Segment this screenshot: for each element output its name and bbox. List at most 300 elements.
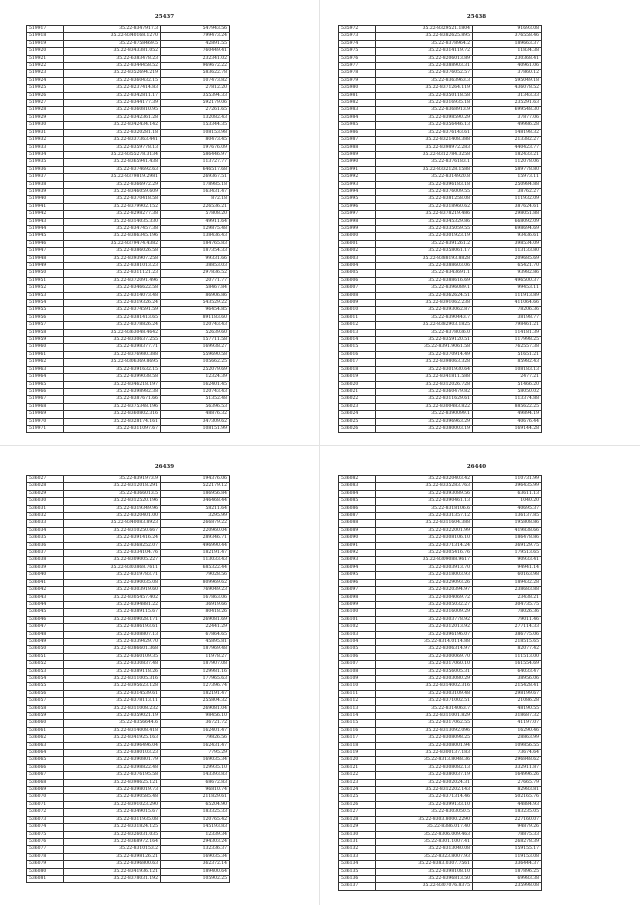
table-row [339, 203, 542, 210]
coordinate-cell: 35.22-8393089.56 [376, 490, 473, 497]
row-id-cell: 536118 [339, 742, 376, 749]
table-row [27, 698, 230, 705]
table-row [27, 579, 230, 586]
row-id-cell: 519942 [27, 211, 64, 218]
value-cell: 289346.71 [161, 535, 230, 542]
row-id-cell: 519968 [27, 403, 64, 410]
value-cell: 65421.70 [473, 263, 542, 270]
table-row [339, 388, 542, 395]
row-id-cell: 536058 [27, 705, 64, 712]
row-id-cell: 536089 [339, 527, 376, 534]
table-row [27, 122, 230, 129]
row-id-cell: 536008 [339, 292, 376, 299]
row-id-cell: 536086 [339, 505, 376, 512]
value-cell: 376558.46 [473, 33, 542, 40]
value-cell: 119153.08 [473, 853, 542, 860]
page-table [338, 25, 542, 433]
row-id-cell: 536010 [339, 307, 376, 314]
row-id-cell: 536002 [339, 248, 376, 255]
coordinate-cell: 35.22-8376195.58 [64, 772, 161, 779]
row-id-cell: 536030 [27, 498, 64, 505]
table-row [27, 490, 230, 497]
coordinate-cell: 35.22-8307076.8375 [376, 883, 473, 890]
row-id-cell: 536074 [27, 824, 64, 831]
row-id-cell: 536085 [339, 498, 376, 505]
table-row [27, 868, 230, 875]
value-cell: 48876.32 [161, 411, 230, 418]
table-row [339, 351, 542, 358]
coordinate-cell: 35.22-8393062.87 [376, 307, 473, 314]
coordinate-cell: 35.22-8390099.1 [376, 411, 473, 418]
row-id-cell: 536035 [27, 535, 64, 542]
coordinate-cell: 35.22-8378219.486 [376, 211, 473, 218]
table-row [339, 33, 542, 40]
coordinate-cell: 35.22-8321408.388 [376, 137, 473, 144]
row-id-cell: 536024 [339, 411, 376, 418]
table-row [27, 240, 230, 247]
coordinate-cell: 35.22-8398126.21 [64, 853, 161, 860]
coordinate-cell: 35.22-8379819.2981 [64, 174, 161, 181]
table-row [339, 181, 542, 188]
coordinate-cell: 35.22-8308106.10 [376, 535, 473, 542]
table-row [339, 277, 542, 284]
row-id-cell: 519953 [27, 292, 64, 299]
value-cell: 28863.99 [473, 735, 542, 742]
table-row [27, 838, 230, 845]
coordinate-cell: 35.22-8349015.67 [64, 809, 161, 816]
value-cell: 57808.20 [161, 211, 230, 218]
table-row [339, 403, 542, 410]
value-cell: 177965.63 [161, 675, 230, 682]
row-id-cell: 536012 [339, 322, 376, 329]
row-id-cell: 535994 [339, 188, 376, 195]
coordinate-cell: 35.22-8358061.17 [376, 248, 473, 255]
row-id-cell: 536016 [339, 351, 376, 358]
value-cell: 69983.38 [473, 875, 542, 882]
value-cell: 296848.62 [473, 757, 542, 764]
value-cell: 1040.20 [473, 498, 542, 505]
coordinate-cell: 35.22-8311629.61 [376, 396, 473, 403]
coordinate-cell: 35.22-8396089.1 [376, 285, 473, 292]
row-id-cell: 536098 [339, 594, 376, 601]
row-id-cell: 536068 [27, 779, 64, 786]
row-id-cell: 536091 [339, 542, 376, 549]
row-id-cell: 519944 [27, 225, 64, 232]
coordinate-cell: 35.22-8398822.48 [64, 764, 161, 771]
coordinate-cell: 35.22-8391973.9 [64, 476, 161, 483]
row-id-cell: 519967 [27, 396, 64, 403]
coordinate-cell: 35.22-8303919.60 [64, 587, 161, 594]
row-id-cell: 536066 [27, 764, 64, 771]
row-id-cell: 536005 [339, 270, 376, 277]
value-cell: 138436.43 [161, 233, 230, 240]
table-row [27, 735, 230, 742]
value-cell: 268278.39 [473, 838, 542, 845]
coordinate-cell: 35.22-8313.8048.36 [376, 757, 473, 764]
coordinate-cell: 35.22-8309088.9617 [376, 557, 473, 564]
row-id-cell: 519934 [27, 151, 64, 158]
coordinate-cell: 35.22-8399133.10 [376, 801, 473, 808]
value-cell: 304735.75 [473, 601, 542, 608]
row-id-cell: 536007 [339, 285, 376, 292]
coordinate-cell: 35.22-8300069.70 [376, 653, 473, 660]
table-row [339, 188, 542, 195]
table-row [339, 653, 542, 660]
row-id-cell: 536057 [27, 698, 64, 705]
coordinate-cell: 35.22-8378113.11 [64, 698, 161, 705]
row-id-cell: 536041 [27, 579, 64, 586]
value-cell: 969672.22 [161, 63, 230, 70]
value-cell: 583622.78 [161, 70, 230, 77]
value-cell: 294303.24 [161, 838, 230, 845]
table-row [339, 476, 542, 483]
row-id-cell: 536052 [27, 661, 64, 668]
value-cell: 82983.81 [473, 787, 542, 794]
coordinate-cell: 35.22-8310250.667 [64, 527, 161, 534]
row-id-cell: 536056 [27, 690, 64, 697]
value-cell: 80418.26 [161, 609, 230, 616]
value-cell: 182191.47 [161, 690, 230, 697]
row-id-cell: 536048 [27, 631, 64, 638]
coordinate-cell: 35.22-8386.017.40 [376, 824, 473, 831]
table-row [27, 624, 230, 631]
table-row [339, 742, 542, 749]
table-row [339, 166, 542, 173]
row-id-cell: 535976 [339, 55, 376, 62]
table-row [339, 26, 542, 33]
row-id-cell: 536087 [339, 513, 376, 520]
table-row [27, 772, 230, 779]
row-id-cell: 519959 [27, 337, 64, 344]
row-id-cell: 536135 [339, 868, 376, 875]
coordinate-cell: 35.22-8329093.26 [376, 579, 473, 586]
value-cell: 211829.61 [161, 794, 230, 801]
row-id-cell: 536106 [339, 653, 376, 660]
row-id-cell: 536079 [27, 861, 64, 868]
row-id-cell: 536014 [339, 337, 376, 344]
row-id-cell: 535981 [339, 92, 376, 99]
coordinate-cell: 35.22-8360109.35 [64, 653, 161, 660]
row-id-cell: 519964 [27, 374, 64, 381]
row-id-cell: 536100 [339, 609, 376, 616]
row-id-cell: 536028 [27, 483, 64, 490]
coordinate-cell: 35.22-8370418.58 [64, 196, 161, 203]
coordinate-cell: 35.22-8342434.142 [64, 122, 161, 129]
coordinate-cell: 35.22-8326031.035 [64, 831, 161, 838]
value-cell: 218515.65 [473, 638, 542, 645]
coordinate-cell: 35.22-8389118.26 [64, 668, 161, 675]
table-row [27, 144, 230, 151]
value-cell: 79011.46 [473, 616, 542, 623]
value-cell: 129935.10 [161, 764, 230, 771]
value-cell: 179513.65 [473, 550, 542, 557]
table-row [339, 720, 542, 727]
coordinate-cell: 35.22-8312018.291 [64, 483, 161, 490]
coordinate-cell: 35.22-8311001.829 [376, 713, 473, 720]
table-row [339, 564, 542, 571]
coordinate-cell: 35.22-8341936.121 [64, 868, 161, 875]
value-cell: 232341.02 [161, 55, 230, 62]
table-row [27, 188, 230, 195]
row-id-cell: 536117 [339, 735, 376, 742]
row-id-cell: 535983 [339, 107, 376, 114]
row-id-cell: 519952 [27, 285, 64, 292]
value-cell: 592179.06 [161, 100, 230, 107]
table-row [27, 705, 230, 712]
coordinate-cell: 35.22-8398019.73 [64, 787, 161, 794]
row-id-cell: 535992 [339, 174, 376, 181]
row-id-cell: 536060 [27, 720, 64, 727]
row-id-cell: 536006 [339, 277, 376, 284]
row-id-cell: 519949 [27, 263, 64, 270]
table-row [27, 675, 230, 682]
row-id-cell: 536108 [339, 668, 376, 675]
row-id-cell: 536034 [27, 527, 64, 534]
value-cell: 195808.86 [473, 520, 542, 527]
coordinate-cell: 35.22-8303913.70 [376, 564, 473, 571]
row-id-cell: 536027 [27, 476, 64, 483]
coordinate-cell: 35.22-8381258.08 [376, 196, 473, 203]
row-id-cell: 536136 [339, 875, 376, 882]
row-id-cell: 519937 [27, 174, 64, 181]
row-id-cell: 519966 [27, 388, 64, 395]
coordinate-cell: 35.22-8395623.128 [64, 683, 161, 690]
table-row [339, 668, 542, 675]
coordinate-cell: 35.22-8360479.82 [376, 388, 473, 395]
table-row [339, 300, 542, 307]
table-row [27, 661, 230, 668]
coordinate-cell: 35.22-8381013.23 [64, 263, 161, 270]
coordinate-cell: 35.22-8380037.19 [376, 772, 473, 779]
table-row [27, 248, 230, 255]
coordinate-cell: 35.22-8317062.55 [376, 720, 473, 727]
row-id-cell: 536081 [27, 875, 64, 882]
coordinate-cell: 35.22-6383478.23 [64, 55, 161, 62]
table-row [339, 307, 542, 314]
coordinate-cell: 35.22-8342811.17 [64, 92, 161, 99]
value-cell: 332911.87 [473, 764, 542, 771]
coordinate-cell: 35.22-8300483.822 [376, 403, 473, 410]
coordinate-cell: 35.22-8388193.8828 [376, 255, 473, 262]
coordinate-cell: 35.22-8304069.72 [376, 594, 473, 601]
value-cell: 40676.44 [473, 418, 542, 425]
table-row [339, 285, 542, 292]
table-row [27, 411, 230, 418]
table-row [27, 218, 230, 225]
table-row [27, 203, 230, 210]
row-id-cell: 536059 [27, 713, 64, 720]
table-row [339, 535, 542, 542]
coordinate-cell: 35.22-8396800.63 [64, 861, 161, 868]
table-row [339, 513, 542, 520]
coordinate-cell: 35.22-8391.9061.58 [376, 344, 473, 351]
value-cell: 41197.07 [473, 720, 542, 727]
table-row [339, 875, 542, 882]
row-id-cell: 536004 [339, 263, 376, 270]
value-cell: 96810.74 [161, 787, 230, 794]
table-row [339, 196, 542, 203]
coordinate-cell: 35.22-8311005.316 [64, 675, 161, 682]
coordinate-cell: 35.22-8391062.238 [376, 300, 473, 307]
value-cell: 559690.58 [161, 351, 230, 358]
value-cell: 220960.04 [161, 527, 230, 534]
coordinate-cell: 35.22-8365941.438 [64, 159, 161, 166]
table-row [27, 344, 230, 351]
table-row [27, 720, 230, 727]
value-cell: 85982.43 [473, 359, 542, 366]
coordinate-cell: 35.22-8302024.31 [376, 779, 473, 786]
table-row [339, 846, 542, 853]
row-id-cell: 536015 [339, 344, 376, 351]
value-cell: 411064.66 [473, 300, 542, 307]
row-id-cell: 536032 [27, 513, 64, 520]
value-cell: 99453.11 [473, 285, 542, 292]
row-id-cell: 519926 [27, 92, 64, 99]
row-id-cell: 535977 [339, 63, 376, 70]
value-cell: 136137.85 [473, 513, 542, 520]
table-row [27, 277, 230, 284]
coordinate-cell: 35.22-8390585.48 [64, 794, 161, 801]
coordinate-cell: 35.22-8372091.496 [64, 277, 161, 284]
table-row [339, 137, 542, 144]
value-cell: 2477.21 [473, 374, 542, 381]
value-cell: 586446.97 [161, 151, 230, 158]
coordinate-cell: 35.22-8390443.7 [376, 314, 473, 321]
table-row [27, 683, 230, 690]
coordinate-cell: 35.22-8350118.58 [376, 92, 473, 99]
row-id-cell: 519969 [27, 411, 64, 418]
value-cell: 42891.55 [161, 40, 230, 47]
coordinate-cell: 35.22-8344458.52 [64, 63, 161, 70]
coordinate-cell: 35.22-8320403.42 [376, 476, 473, 483]
row-id-cell: 536020 [339, 381, 376, 388]
table-row [27, 366, 230, 373]
value-cell: 762557.38 [473, 344, 542, 351]
table-row [27, 196, 230, 203]
table-row [339, 631, 542, 638]
table-row [27, 107, 230, 114]
row-id-cell: 536054 [27, 675, 64, 682]
table-row [339, 579, 542, 586]
coordinate-cell: 35.22-8320281.18 [64, 129, 161, 136]
row-id-cell: 536114 [339, 713, 376, 720]
value-cell: 11834.38 [473, 48, 542, 55]
row-id-cell: 519955 [27, 307, 64, 314]
coordinate-cell: 35.22-8396813.50 [376, 875, 473, 882]
row-id-cell: 536046 [27, 616, 64, 623]
table-row [27, 601, 230, 608]
row-id-cell: 519941 [27, 203, 64, 210]
value-cell: 3295.99 [161, 513, 230, 520]
coordinate-cell: 35.22-8311097.67 [64, 425, 161, 432]
table-row [339, 713, 542, 720]
table-row [27, 646, 230, 653]
value-cell: 148198.32 [473, 129, 542, 136]
table-row [27, 476, 230, 483]
coordinate-cell: 35.22-8303868.7611 [64, 564, 161, 571]
value-cell: 318687.32 [473, 713, 542, 720]
page-title: 26439 [154, 464, 175, 470]
value-cell: 36919.66 [161, 601, 230, 608]
coordinate-cell: 35.22-8346218.197 [64, 381, 161, 388]
table-row [339, 77, 542, 84]
value-cell: 187969.48 [161, 646, 230, 653]
row-id-cell: 536130 [339, 831, 376, 838]
coordinate-cell: 35.22-8388903.31 [376, 63, 473, 70]
coordinate-cell: 35.22-8322001.99 [376, 527, 473, 534]
table-row [27, 425, 230, 432]
value-cell: 52639.60 [161, 329, 230, 336]
value-cell: 27665.79 [473, 779, 542, 786]
value-cell: 336444.37 [473, 861, 542, 868]
row-id-cell: 535988 [339, 144, 376, 151]
value-cell: 27261.65 [161, 107, 230, 114]
page-table [338, 475, 542, 891]
coordinate-cell: 35.22-8371314.24 [376, 542, 473, 549]
coordinate-cell: 35.22-8301930.64 [376, 366, 473, 373]
value-cell: 79826.56 [161, 735, 230, 742]
value-cell: 698694.69 [473, 225, 542, 232]
table-row [339, 675, 542, 682]
value-cell: 113727.77 [161, 159, 230, 166]
row-id-cell: 536116 [339, 727, 376, 734]
coordinate-cell: 35.22-8312013.92 [376, 624, 473, 631]
row-id-cell: 536019 [339, 374, 376, 381]
value-cell: 178985.18 [161, 181, 230, 188]
coordinate-cell: 35.22-8378036.0 [376, 329, 473, 336]
row-id-cell: 536109 [339, 675, 376, 682]
value-cell: 99331.66 [161, 255, 230, 262]
table-row [27, 809, 230, 816]
page-table [26, 25, 230, 433]
value-cell: 227160.07 [473, 816, 542, 823]
table-row [27, 270, 230, 277]
table-row [27, 403, 230, 410]
row-id-cell: 519936 [27, 166, 64, 173]
row-id-cell: 519971 [27, 425, 64, 432]
value-cell: 436078.52 [473, 85, 542, 92]
coordinate-cell: 35.22-8396196.07 [376, 631, 473, 638]
table-row [27, 572, 230, 579]
row-id-cell: 536051 [27, 653, 64, 660]
table-row [339, 70, 542, 77]
row-id-cell: 536040 [27, 572, 64, 579]
value-cell: 40961.06 [473, 63, 542, 70]
row-id-cell: 536104 [339, 638, 376, 645]
coordinate-cell: 35.22-8313092.096 [376, 727, 473, 734]
coordinate-cell: 35.22-8379902.152 [64, 203, 161, 210]
value-cell: 37860.12 [473, 70, 542, 77]
value-cell: 51651.21 [473, 351, 542, 358]
row-id-cell: 536078 [27, 853, 64, 860]
table-row [27, 40, 230, 47]
value-cell: 93982.86 [473, 270, 542, 277]
row-id-cell: 519932 [27, 137, 64, 144]
coordinate-cell: 35.22-8386026.58 [64, 248, 161, 255]
table-row [27, 527, 230, 534]
value-cell: 79028.56 [161, 572, 230, 579]
table-row [27, 846, 230, 853]
coordinate-cell: 35.22-8386193.61 [64, 624, 161, 631]
coordinate-cell: 35.22-8362624.51 [376, 292, 473, 299]
value-cell: 362372.14 [161, 861, 230, 868]
row-id-cell: 535985 [339, 122, 376, 129]
row-id-cell: 536088 [339, 520, 376, 527]
coordinate-cell: 35.22-8356005.31 [376, 668, 473, 675]
value-cell: 162431.47 [161, 742, 230, 749]
coordinate-cell: 35.22-8379474.4382 [64, 240, 161, 247]
table-row [339, 779, 542, 786]
